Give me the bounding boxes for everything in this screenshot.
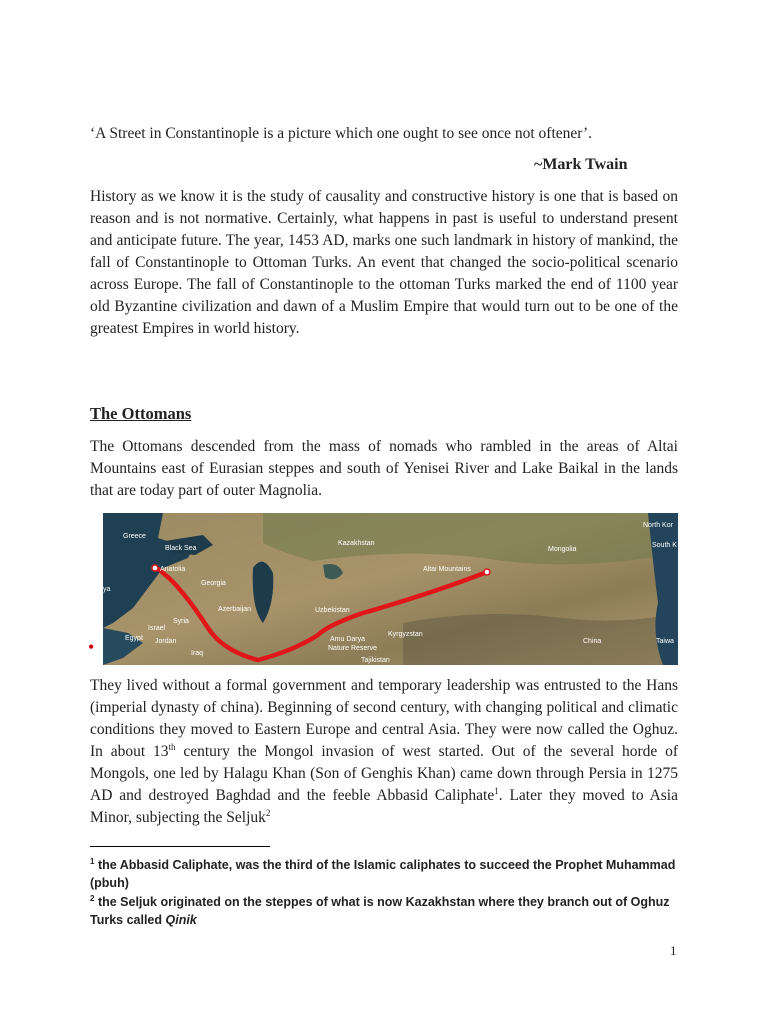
footnote-2-text: the Seljuk originated on the steppes of what is now Kazakhstan where they branch out of Oghuz Turks called bbox=[90, 895, 670, 927]
anatolia-marker bbox=[152, 565, 158, 571]
ottomans-paragraph-1: The Ottomans descended from the mass of nomads who rambled in the areas of Altai Mountains east of Eurasian steppes and south of Yenisei River and Lake Baikal in the lands that are today part of outer Magnolia. bbox=[90, 438, 678, 499]
migration-map bbox=[103, 513, 678, 665]
label-china: China bbox=[583, 638, 602, 645]
opening-quote: ‘A Street in Constantinople is a picture which one ought to see once not oftener’. bbox=[90, 125, 593, 142]
label-iraq: Iraq bbox=[191, 650, 204, 657]
label-mongolia: Mongolia bbox=[548, 546, 577, 553]
label-kazakhstan: Kazakhstan bbox=[338, 540, 375, 547]
bullet-marker: • bbox=[88, 637, 95, 657]
paragraph-2-part-b: century the Mongol invasion of west started. Out of the several horde of Mongols, one led by Halagu Khan (Son of Genghis Khan) came down through Persia in 1275 AD and destroyed Baghdad and the feeble Abbasid Caliphate bbox=[90, 743, 678, 804]
altai-marker bbox=[484, 569, 490, 575]
label-azerbaijan: Azerbaijan bbox=[218, 606, 252, 613]
footnote-1-text: the Abbasid Caliphate, was the third of the Islamic caliphates to succeed the Prophet Muhammad (pbuh) bbox=[90, 858, 676, 890]
quote-attribution: ~Mark Twain bbox=[534, 156, 628, 173]
label-amu-darya: Amu Darya bbox=[330, 636, 366, 643]
label-tajikistan: Tajikistan bbox=[361, 657, 390, 664]
section-heading: The Ottomans bbox=[90, 404, 192, 423]
label-libya: ya bbox=[103, 586, 111, 593]
paragraph-2-part-c: . Later they moved to Asia Minor, subjecting the Seljuk bbox=[90, 787, 678, 826]
label-south-korea: South K bbox=[652, 542, 677, 549]
label-altai: Altai Mountains bbox=[423, 566, 471, 573]
label-georgia: Georgia bbox=[201, 580, 226, 587]
label-nature-reserve: Nature Reserve bbox=[328, 645, 378, 652]
label-egypt: Egypt bbox=[125, 635, 143, 642]
label-black-sea: Black Sea bbox=[165, 545, 197, 552]
footnote-2-italic: Qinik bbox=[165, 913, 197, 927]
intro-paragraph: History as we know it is the study of causality and constructive history is one that is based on reason and is not normative. Certainly, what happens in past is useful to understand present and anticipate future. The year, 1453 AD, marks one such landmark in history of mankind, the fall of Constantinople to Ottoman Turks. An event that changed the socio-political scenario across Europe. The fall of Constantinople to the ottoman Turks marked the end of 1100 year old Byzantine civilization and dawn of a Muslim Empire that would turn out to be one of the greatest Empires in world history. bbox=[90, 188, 678, 337]
label-north-korea: North Kor bbox=[643, 522, 673, 529]
label-israel: Israel bbox=[148, 625, 166, 632]
footnote-ref-1[interactable]: 1 bbox=[494, 785, 499, 796]
label-kyrgyzstan: Kyrgyzstan bbox=[388, 631, 423, 638]
footnote-1-number: 1 bbox=[90, 856, 95, 866]
label-jordan: Jordan bbox=[155, 638, 177, 645]
ottomans-paragraph-2 bbox=[90, 675, 678, 829]
label-syria: Syria bbox=[173, 618, 189, 625]
superscript-th: th bbox=[168, 741, 176, 752]
footnote-ref-2[interactable]: 2 bbox=[265, 807, 271, 818]
paragraph-2-part-a: They lived without a formal government and temporary leadership was entrusted to the Hans (imperial dynasty of china). Beginning of second century, with changing political and climatic conditions they moved to Eastern Europe and central Asia. They were now called the Oghuz. In about 13 bbox=[90, 677, 678, 760]
footnote-2-number: 2 bbox=[90, 893, 95, 903]
label-anatolia: Anatolia bbox=[160, 566, 186, 573]
page-number: 1 bbox=[670, 943, 677, 958]
label-uzbekistan: Uzbekistan bbox=[315, 607, 350, 614]
footnote-1 bbox=[90, 856, 680, 892]
footnote-divider bbox=[90, 846, 270, 847]
label-greece: Greece bbox=[123, 533, 146, 540]
footnote-2 bbox=[90, 893, 680, 929]
label-taiwan: Taiwa bbox=[656, 638, 674, 645]
